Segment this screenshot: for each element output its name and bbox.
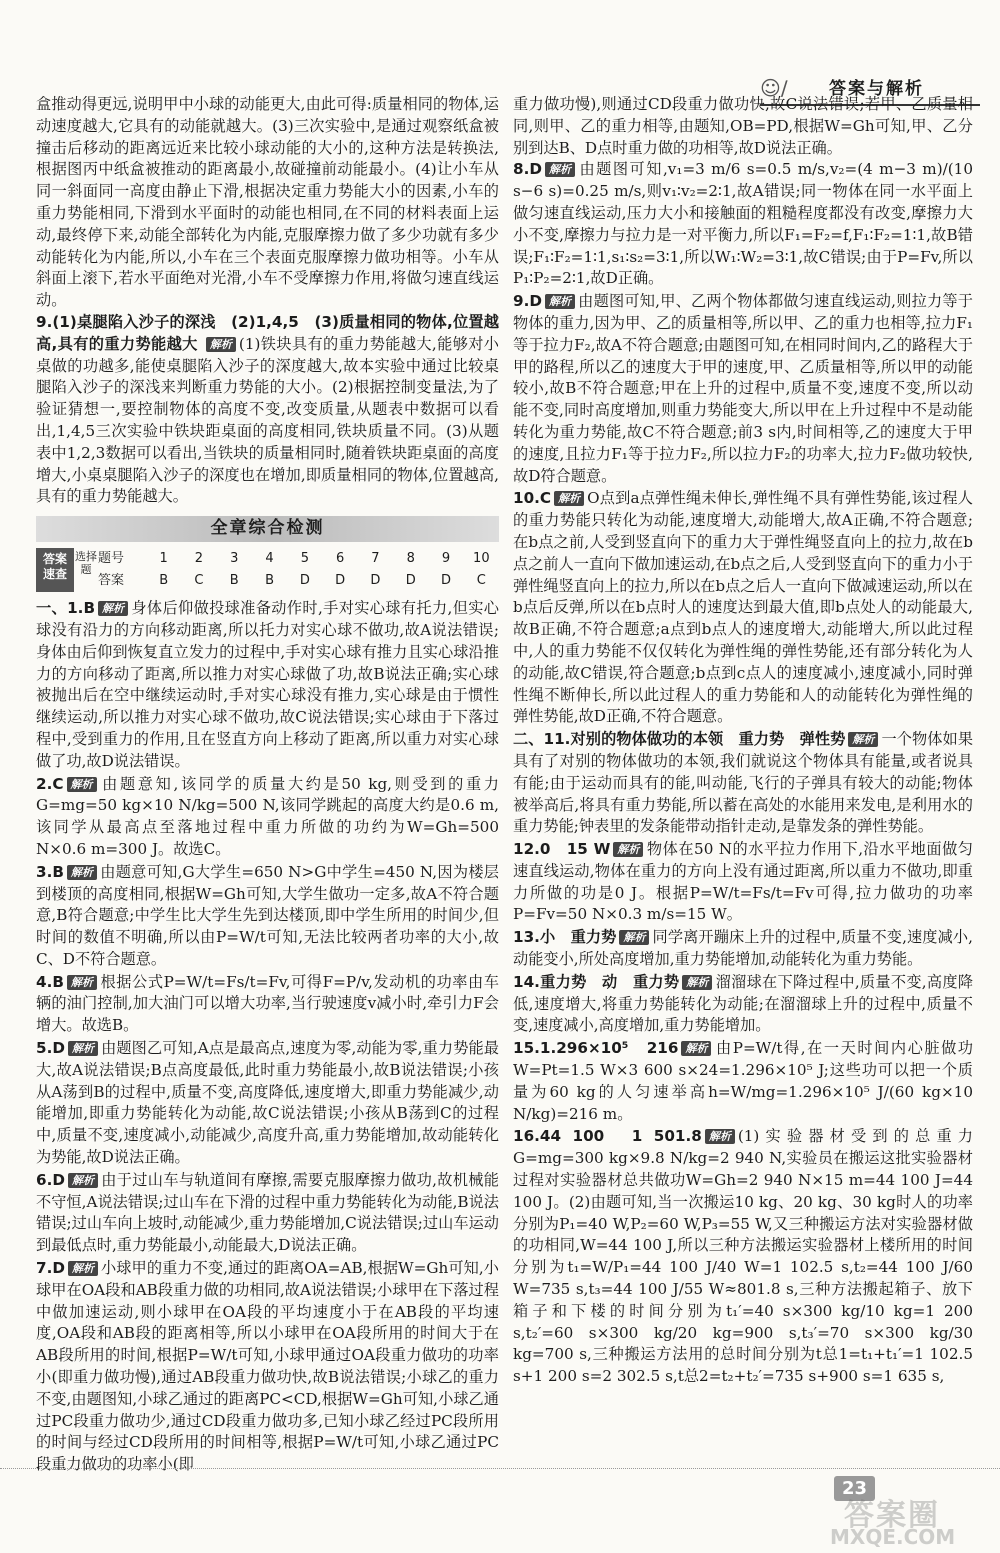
answer-item-12: 12.0 15 W 解析 物体在50 N的水平拉力作用下,沿水平地面做匀速直线运动,物体在重力的方向上没有通过距离,所以重力不做功,即重力所做的功是0 J。根据P=W/t=Fs/t=Fv可得,拉力做功的功率P=Fv=50 N×0.3 m/s=15 W。 — [513, 840, 973, 924]
answer-item-7: 7.D 解析 小球甲的重力不变,通过的距离OA=AB,根据W=Gh可知,小球甲在OA段和AB段重力做的功相同,故A说法错误;小球甲在下落过程中做加速运动,则小球甲在OA段的平均速度小于在AB段的平均速度,OA段和AB段的距离相等,所以小球甲在OA段所用的时间大于在AB段所用的时间,根据P=W/t可知,小球甲通过OA段重力做功的功率小(即重力做功慢),通过AB段重力做功快,故B说法错误;小球乙的重力不变,由题图知,小球乙通过的距离PC<CD,根据W=Gh可知,小球乙通过PC段重力做功少,通过CD段重力做功多,已知小球乙经过PC段所用的时间与经过CD段所用的时间相等,根据P=W/t可知,小球乙通过PC段重力做功的功率小(即 — [36, 1259, 499, 1474]
answer-item-13: 13.小 重力势 解析 同学离开蹦床上升的过程中,质量不变,速度减小,动能变小,所处高度增加,重力势能增加,动能转化为重力势能。 — [513, 928, 974, 969]
analysis-tag: 解析 — [68, 1261, 98, 1276]
answer-row: 答案 B C B B D D D D D C — [98, 573, 486, 589]
header-title: 答案与解析 — [829, 79, 924, 99]
answer-item-16: 16.44 100 1 501.8 解析 (1)实验器材受到的总重力G=mg=300 kg×9.8 N/kg=2 940 N,实验员在搬运这批实验器材过程对实验器材总共做功W=Gh=2 940 N×15 m=44 100 J=44 100 J。(2)由题可知,当一次搬运10 kg、20 kg、30 kg时人的功率分别为P₁=40 W,P₂=60 W,P₃=55 W,又三种搬运方法对实验器材做的功相同,W=44 100 J,所以三种方法搬运实验器材上楼所用的时间分别为t₁=W/P₁=44 100 J/40 W=1 102.5 s,t₂=44 100 J/60 W=735 s,t₃=44 100 J/55 W≈801.8 s,三种方法搬起箱子、放下箱子和下楼的时间分别为t₁′=40 s×300 kg/10 kg=1 200 s,t₂′=60 s×300 kg/20 kg=900 s,t₃′=70 s×300 kg/30 kg=700 s,三种搬运方法用的总时间分别为t总1=t₁+t₁′=1 102.5 s+1 200 s=2 302.5 s,t总2=t₂+t₂′=735 s+900 s=1 635 s, — [513, 1127, 973, 1386]
analysis-tag: 解析 — [848, 732, 878, 747]
analysis-tag: 解析 — [68, 1173, 98, 1188]
continued-text: 盒推动得更远,说明甲中小球的动能更大,由此可得:质量相同的物体,运动速度越大,它具有的动能就越大。(3)三次实验中,是通过观察纸盒被撞击后移动的距离远近来比较小球动能的大小的,这种方法是转换法,根据图丙中纸盒被推动的距离最小,故碰撞前动能最小。(4)让小车从同一斜面同一高度由静止下滑,根据决定重力势能大小的因素,小车的重力势能相同,下滑到水平面时的动能也相同,在不同的材料表面上运动,最终停下来,动能全部转化为内能,克服摩擦力做了多少功就有多少动能转化为内能,所以,小车在三个表面克服摩擦力做功相等。小车从斜面上滚下,若水平面绝对光滑,小车不受摩擦力作用,将做匀速直线运动。 — [36, 95, 499, 310]
continued-text: 重力做功慢),则通过CD段重力做功快,故C说法错误;若甲、乙质量相同,则甲、乙的重力相等,由题知,OB=PD,根据W=Gh可知,甲、乙分别到达B、D点时重力做的功相等,故D说法正确。 — [513, 95, 973, 157]
right-column — [513, 94, 973, 1389]
answer-item-8: 8.D 解析 由题图可知,v₁=3 m/6 s=0.5 m/s,v₂=(4 m−3 m)/(10 s−6 s)=0.25 m/s,则v₁∶v₂=2∶1,故A错误;同一物体在同一水平面上做匀速直线运动,压力大小和接触面的粗糙程度都没有改变,摩擦力大小不变,摩擦力与拉力是一对平衡力,所以F₁=F₂=f,F₁∶F₂=1∶1,故B错误;F₁∶F₂=1∶1,s₁∶s₂=3∶1,所以W₁∶W₂=3∶1,故C错误;由于P=Fv,所以P₁∶P₂=2∶1,故D正确。 — [513, 160, 973, 288]
analysis-tag: 解析 — [681, 1041, 711, 1056]
analysis-tag: 解析 — [545, 162, 575, 177]
answer-item-9a: 9.(1)桌腿陷入沙子的深浅 (2)1,4,5 (3)质量相同的物体,位置越高,具有的重力势能越大 解析 (1)铁块具有的重力势能越大,能够对小桌做的功越多,能使桌腿陷入沙子的深度越大,故本实验中通过比较桌腿陷入沙子的深浅来判断重力势能的大小。(2)根据控制变量法,为了验证猜想一,要控制物体的高度不变,改变质量,从题表中数据可以看出,1,4,5三次实验中铁块距桌面的高度相同,铁块质量不同。(3)从题表中1,2,3数据可以看出,当铁块的质量相同时,随着铁块距桌面的高度增大,小桌桌腿陷入沙子的深度也在增加,即质量相同的物体,位置越高,具有的重力势能越大。 — [36, 312, 499, 506]
analysis-tag: 解析 — [98, 601, 128, 616]
analysis-tag: 解析 — [619, 930, 649, 945]
section-title: 全章综合检测 — [210, 518, 325, 539]
analysis-tag: 解析 — [206, 337, 236, 352]
watermark-url: MXQE.COM — [830, 1525, 956, 1549]
analysis-tag: 解析 — [705, 1129, 735, 1144]
answer-item-3: 3.B 解析 由题意可知,G大学生=650 N>G中学生=450 N,因为楼层到楼顶的高度相同,根据W=Gh可知,大学生做功一定多,故A不符合题意,B符合题意;中学生比大学生先到达楼顶,即中学生所用的时间少,但时间的数值不明确,所以由P=W/t可知,无法比较两者功率的大小,故C、D不符合题意。 — [36, 862, 499, 968]
answer-item-14: 14.重力势 动 重力势 解析 溜溜球在下降过程中,质量不变,高度降低,速度增大,将重力势能转化为动能;在溜溜球上升的过程中,质量不变,速度减小,高度增加,重力势能增加。 — [513, 972, 974, 1035]
watermark: 答案圈 — [844, 1498, 940, 1533]
answer-item-11: 二、11.对别的物体做功的本领 重力势 弹性势 解析 一个物体如果具有了对别的物体做功的本领,我们就说这个物体具有能量,或者说具有能;由于运动而具有的能,叫动能,飞行的子弹具有较大的动能;物体被举高后,将具有重力势能,所以蓄在高处的水能用来发电,是利用水的重力势能;钟表里的发条能带动指针走动,是靠发条的弹性势能。 — [513, 730, 974, 836]
answer-item-2: 2.C 解析 由题意知,该同学的质量大约是50 kg,则受到的重力G=mg=50 kg×10 N/kg=500 N,该同学跳起的高度大约是0.6 m,该同学从最高点至落地过程中重力所做的功约为W=Gh=500 N×0.6 m=300 J。故选C。 — [36, 774, 499, 858]
answer-table — [36, 548, 499, 592]
page-number: 23 — [834, 1476, 875, 1501]
analysis-tag: 解析 — [545, 294, 575, 309]
number-row: 题号 1 2 3 4 5 6 7 8 9 10 — [98, 551, 490, 567]
analysis-tag: 解析 — [67, 777, 97, 792]
analysis-tag: 解析 — [613, 842, 643, 857]
analysis-tag: 解析 — [682, 975, 712, 990]
answer-badge: 答案速查 — [36, 548, 74, 592]
analysis-tag: 解析 — [67, 975, 97, 990]
answer-item-1: 一、1.B 解析 身体后仰做投球准备动作时,手对实心球有托力,但实心球没有沿力的方向移动距离,所以托力对实心球不做功,故A说法错误;身体由后仰到恢复直立发力的过程中,手对实心球有推力且实心球沿推力的方向移动了距离,所以推力对实心球做了功,故B说法正确;实心球被抛出后在空中继续运动时,手对实心球没有推力,实心球是由于惯性继续运动,所以推力对实心球不做功,故C说法错误;实心球由于下落过程中,受到重力的作用,且在竖直方向上移动了距离,所以重力对实心球做了功,故D说法错误。 — [36, 599, 499, 770]
answer-item-9: 9.D 解析 由题图可知,甲、乙两个物体都做匀速直线运动,则拉力等于物体的重力,因为甲、乙的质量相等,所以甲、乙的重力也相等,拉力F₁等于拉力F₂,故A不符合题意;由题图可知,在相同时间内,乙的路程大于甲的路程,所以乙的速度大于甲的速度,甲、乙质量相等,所以甲的动能较小,故B不符合题意;甲在上升的过程中,质量不变,速度不变,所以动能不变,同时高度增加,则重力势能变大,所以甲在上升过程中不是动能转化为重力势能,故C不符合题意;前3 s内,时间相等,乙的速度大于甲的速度,且拉力F₁等于拉力F₂,所以拉力F₂的功率大,拉力F₂做功较快,故D符合题意。 — [513, 292, 973, 485]
choice-label: 选择题 — [75, 550, 97, 577]
left-column — [36, 94, 499, 1477]
answer-item-4: 4.B 解析 根据公式P=W/t=Fs/t=Fv,可得F=P/v,发动机的功率由车辆的油门控制,加大油门可以增大功率,当行驶速度v减小时,牵引力F会增大。故选B。 — [36, 972, 499, 1035]
footer-rule — [0, 1468, 1000, 1469]
answer-item-6: 6.D 解析 由于过山车与轨道间有摩擦,需要克服摩擦力做功,故机械能不守恒,A说法错误;过山车在下滑的过程中重力势能转化为动能,B说法错误;过山车向上坡时,动能减少,重力势能增加,C说法错误;过山车运动到最低点时,重力势能最小,动能最大,D说法正确。 — [36, 1170, 499, 1255]
analysis-tag: 解析 — [67, 865, 97, 880]
answer-grid — [98, 548, 499, 592]
answer-item-10: 10.C 解析 O点到a点弹性绳未伸长,弹性绳不具有弹性势能,该过程人的重力势能只转化为动能,速度增大,动能增大,故A正确,不符合题意;在b点之前,人受到竖直向下的重力大于弹性绳竖直向上的拉力,故在b点之前人一直向下做加速运动,在b点之后,人受到竖直向下的重力小于弹性绳竖直向上的拉力,所以在b点之后人一直向下做减速运动,所以在b点后反弹,所以在b点时人的速度达到最大值,即b点处人的动能最大,故B正确,不符合题意;a点到b点人的速度增大,动能增大,所以此过程中,人的重力势能不仅仅转化为弹性绳的弹性势能,还有部分转化为人的动能,故C错误,符合题意;b点到c点人的速度减小,速度减小,同时弹性绳不断伸长,所以此过程人的重力势能和人的动能转化为弹性绳的弹性势能,故D正确,不符合题意。 — [513, 489, 973, 726]
analysis-tag: 解析 — [554, 491, 584, 506]
logo-icon: ☺∕ — [760, 76, 788, 100]
analysis-tag: 解析 — [68, 1041, 98, 1056]
section-banner — [36, 516, 499, 542]
answer-item-5: 5.D 解析 由题图乙可知,A点是最高点,速度为零,动能为零,重力势能最大,故A说法错误;B点高度最低,此时重力势能最小,故B说法错误;小孩从A荡到B的过程中,质量不变,高度降低,速度增大,即重力势能减少,动能增加,即重力势能转化为动能,故C说法错误;小孩从B荡到C的过程中,质量不变,速度减小,动能减少,高度升高,重力势能增加,故动能转化为势能,故D说法正确。 — [36, 1039, 499, 1167]
answer-item-15: 15.1.296×10⁵ 216 解析 由P=W/t得,在一天时间内心脏做功W=Pt=1.5 W×3 600 s×24=1.296×10⁵ J;这些功可以把一个质量为60 kg的人匀速举高h=W/mg=1.296×10⁵ J/(60 kg×10 N/kg)=216 m。 — [513, 1039, 973, 1123]
